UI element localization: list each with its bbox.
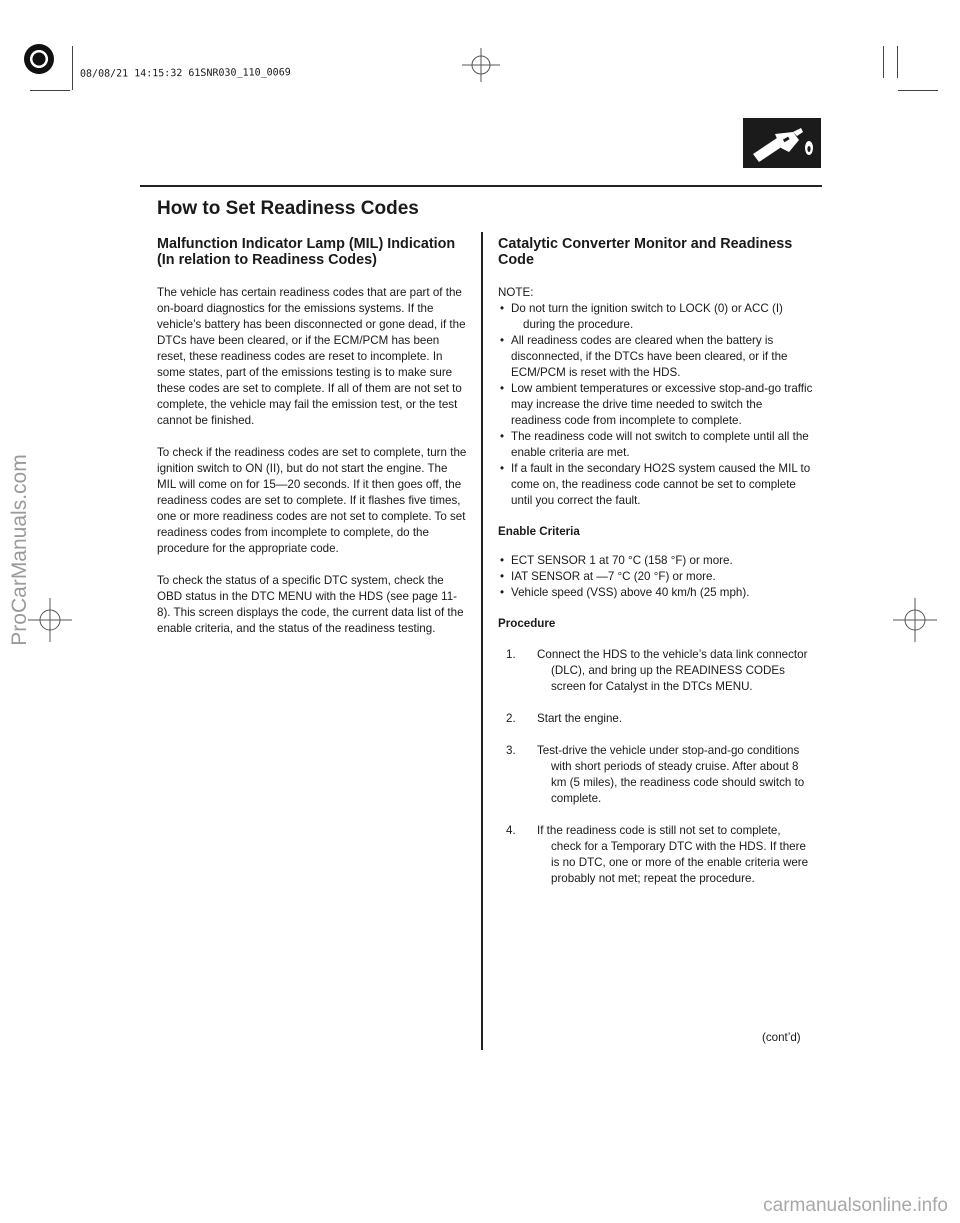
bullet-glyph: • xyxy=(500,554,505,567)
step-number: 4. xyxy=(506,824,516,837)
bullet-glyph: • xyxy=(500,586,505,599)
bullet-glyph: • xyxy=(500,382,505,395)
step-number: 3. xyxy=(506,744,516,757)
note-text: The readiness code will not switch to complete until all the enable criteria are met. xyxy=(511,430,809,459)
criteria-text: ECT SENSOR 1 at 70 °C (158 °F) or more. xyxy=(511,554,733,567)
bullet-glyph: • xyxy=(500,334,505,347)
side-watermark-text: ProCarManuals.com xyxy=(8,454,31,646)
fuel-emissions-badge xyxy=(743,118,821,168)
catalytic-heading-line-2: Code xyxy=(498,252,534,268)
mil-indication-heading xyxy=(157,236,469,268)
column-divider xyxy=(481,232,483,1050)
crop-mark-top-right-h xyxy=(898,90,938,91)
registration-mark-top-left xyxy=(24,44,54,74)
list-item xyxy=(498,569,813,585)
fuel-nozzle-icon xyxy=(743,118,821,168)
mil-heading-line-1: Malfunction Indicator Lamp (MIL) Indication xyxy=(157,236,456,252)
catalytic-converter-heading xyxy=(498,236,813,268)
list-item xyxy=(498,743,813,807)
step-text: If the readiness code is still not set to complete, check for a Temporary DTC with the HDS. If there is no DTC, one or more of the enable criteria were probably not met; repeat the procedure. xyxy=(537,824,809,885)
list-item xyxy=(498,461,813,509)
list-item xyxy=(498,585,813,601)
mil-heading-line-2: (In relation to Readiness Codes) xyxy=(157,252,377,268)
list-item xyxy=(498,301,813,333)
note-text: All readiness codes are cleared when the battery is disconnected, if the DTCs have been cleared, or if the ECM/PCM is reset with the HDS. xyxy=(511,334,788,379)
page-title: How to Set Readiness Codes xyxy=(157,198,419,219)
list-item xyxy=(498,553,813,569)
side-watermark xyxy=(0,400,42,700)
enable-criteria-heading: Enable Criteria xyxy=(498,525,580,538)
catalytic-heading-line-1: Catalytic Converter Monitor and Readiness xyxy=(498,236,793,252)
crop-mark-top-left-h xyxy=(30,90,70,91)
bullet-glyph: • xyxy=(500,430,505,443)
note-list xyxy=(498,301,813,509)
right-column xyxy=(498,236,813,903)
crop-mark-top-right-v1 xyxy=(883,46,884,78)
note-text: If a fault in the secondary HO2S system caused the MIL to come on, the readiness code cannot be set to complete until you correct the fault. xyxy=(511,462,811,507)
note-label: NOTE: xyxy=(498,286,534,299)
crosshair-right-middle xyxy=(893,598,937,642)
list-item xyxy=(498,823,813,887)
list-item xyxy=(498,381,813,429)
step-text: Connect the HDS to the vehicle’s data link connector (DLC), and bring up the READINESS CODEs screen for Catalyst in the DTCs MENU. xyxy=(537,648,808,693)
step-text: Test-drive the vehicle under stop-and-go conditions with short periods of steady cruise. After about 8 km (5 miles), the readiness code should switch to complete. xyxy=(537,744,805,805)
paragraph-dtc-status: To check the status of a specific DTC system, check the OBD status in the DTC MENU with the HDS (see page 11-8). This screen displays the code, the current data list of the enable criteria, and the status of the readiness testing. xyxy=(157,574,464,635)
print-stamp: 08/08/21 14:15:32 61SNR030_110_0069 xyxy=(79,67,291,80)
list-item xyxy=(498,711,813,727)
bullet-glyph: • xyxy=(500,462,505,475)
list-item xyxy=(498,429,813,461)
procedure-steps xyxy=(498,647,813,887)
crosshair-top-center xyxy=(462,48,500,82)
list-item xyxy=(498,647,813,695)
paragraph-check-readiness: To check if the readiness codes are set to complete, turn the ignition switch to ON (II), but do not start the engine. The MIL will come on for 15—20 seconds. If it then goes off, the readiness codes are set to complete. If it flashes five times, one or more readiness codes are not set to complete. To set readiness codes from incomplete to complete, do the procedure for the appropriate code. xyxy=(157,446,467,555)
enable-criteria-list xyxy=(498,553,813,601)
step-number: 1. xyxy=(506,648,516,661)
criteria-text: IAT SENSOR at —7 °C (20 °F) or more. xyxy=(511,570,716,583)
procedure-heading: Procedure xyxy=(498,617,556,630)
list-item xyxy=(498,333,813,381)
bullet-glyph: • xyxy=(500,570,505,583)
continued-label: (cont’d) xyxy=(762,1031,801,1044)
note-text: Do not turn the ignition switch to LOCK (0) or ACC (I) during the procedure. xyxy=(511,302,783,331)
bullet-glyph: • xyxy=(500,302,505,315)
note-text: Low ambient temperatures or excessive stop-and-go traffic may increase the drive time needed to switch the readiness code from incomplete to complete. xyxy=(511,382,813,427)
left-column xyxy=(157,236,469,653)
criteria-text: Vehicle speed (VSS) above 40 km/h (25 mph). xyxy=(511,586,750,599)
step-number: 2. xyxy=(506,712,516,725)
crop-mark-top-left-v xyxy=(72,46,73,90)
paragraph-readiness-intro: The vehicle has certain readiness codes that are part of the on-board diagnostics for the emissions systems. If the vehicle’s battery has been disconnected or gone dead, if the DTCs have been cleared, or if the ECM/PCM has been reset, these readiness codes are reset to incomplete. In some states, part of the emissions testing is to make sure these codes are set to complete. If all of them are not set to complete, the vehicle may fail the emission test, or the test cannot be finished. xyxy=(157,286,466,427)
bottom-watermark: carmanualsonline.info xyxy=(763,1195,948,1216)
crop-mark-top-right-v2 xyxy=(897,46,898,78)
top-rule xyxy=(140,185,822,187)
step-text: Start the engine. xyxy=(537,712,623,725)
